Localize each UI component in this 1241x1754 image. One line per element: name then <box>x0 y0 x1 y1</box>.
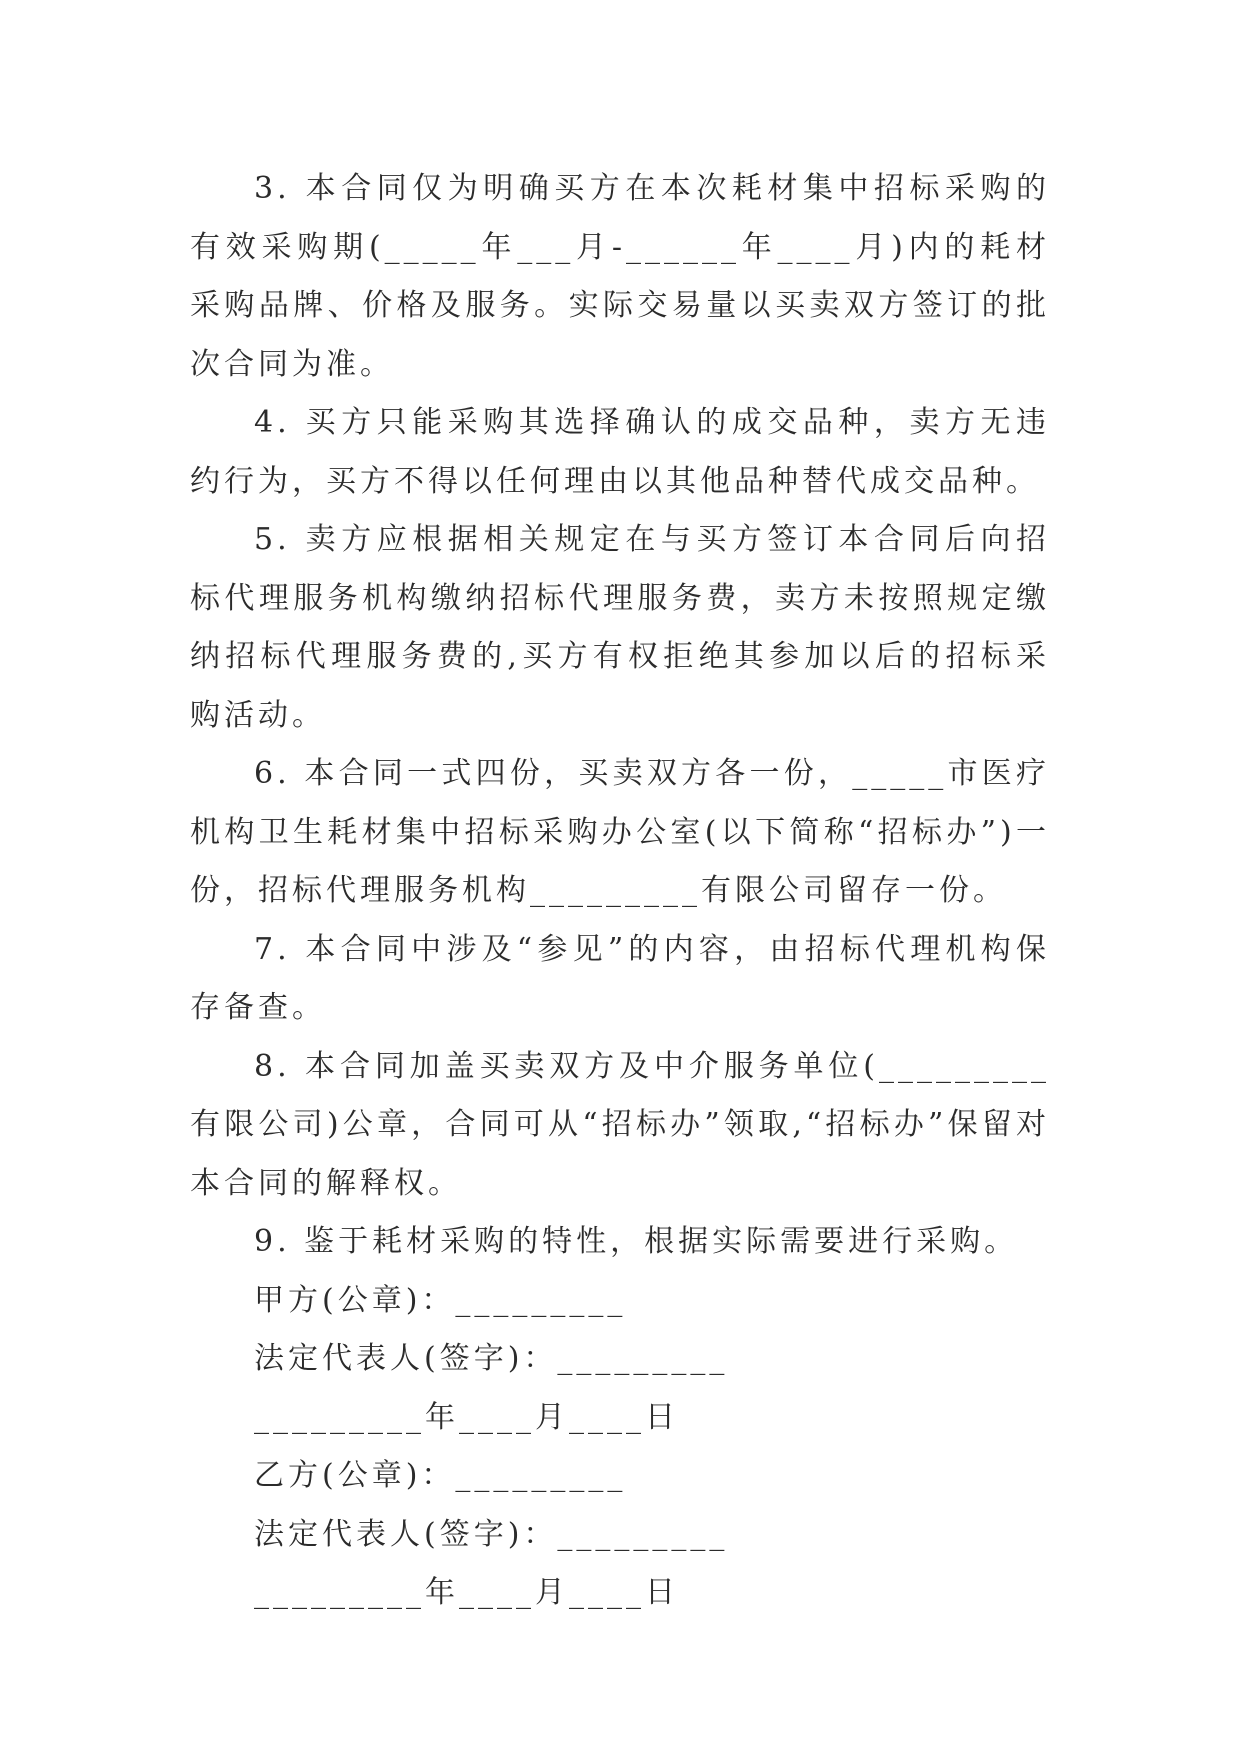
party-a-seal-line: 甲方(公章)：_________ <box>254 1282 627 1318</box>
party-a-date-line: _________年____月____日 <box>254 1399 679 1435</box>
clause-8: 8. 本合同加盖买卖双方及中介服务单位(_________有限公司)公章，合同可从“招标办”领取,“招标办”保留对本合同的解释权。 <box>190 1048 1050 1201</box>
party-b-seal-line: 乙方(公章)：_________ <box>254 1458 627 1493</box>
signature-block <box>190 1272 1050 1623</box>
clause-6: 6. 本合同一式四份，买卖双方各一份，_____市医疗机构卫生耗材集中招标采购办公室(以下简称“招标办”)一份，招标代理服务机构_________有限公司留存一份。 <box>190 756 1050 908</box>
party-b-representative-line: 法定代表人(签字)：_________ <box>254 1516 729 1552</box>
party-a-representative-line: 法定代表人(签字)：_________ <box>254 1341 729 1376</box>
party-b-date-line: _________年____月____日 <box>254 1575 679 1610</box>
contract-body <box>190 160 1050 1623</box>
clause-3: 3. 本合同仅为明确买方在本次耗材集中招标采购的有效采购期(_____年___月-______年____月)内的耗材采购品牌、价格及服务。实际交易量以买卖双方签订的批次合同为准。 <box>190 171 1050 382</box>
clause-7: 7. 本合同中涉及“参见”的内容，由招标代理机构保存备查。 <box>190 931 1050 1025</box>
clause-4: 4. 买方只能采购其选择确认的成交品种，卖方无违约行为，买方不得以任何理由以其他品种替代成交品种。 <box>190 405 1050 499</box>
clause-9: 9. 鉴于耗材采购的特性，根据实际需要进行采购。 <box>254 1224 1019 1259</box>
clause-5: 5. 卖方应根据相关规定在与买方签订本合同后向招标代理服务机构缴纳招标代理服务费，卖方未按照规定缴纳招标代理服务费的,买方有权拒绝其参加以后的招标采购活动。 <box>190 522 1050 733</box>
